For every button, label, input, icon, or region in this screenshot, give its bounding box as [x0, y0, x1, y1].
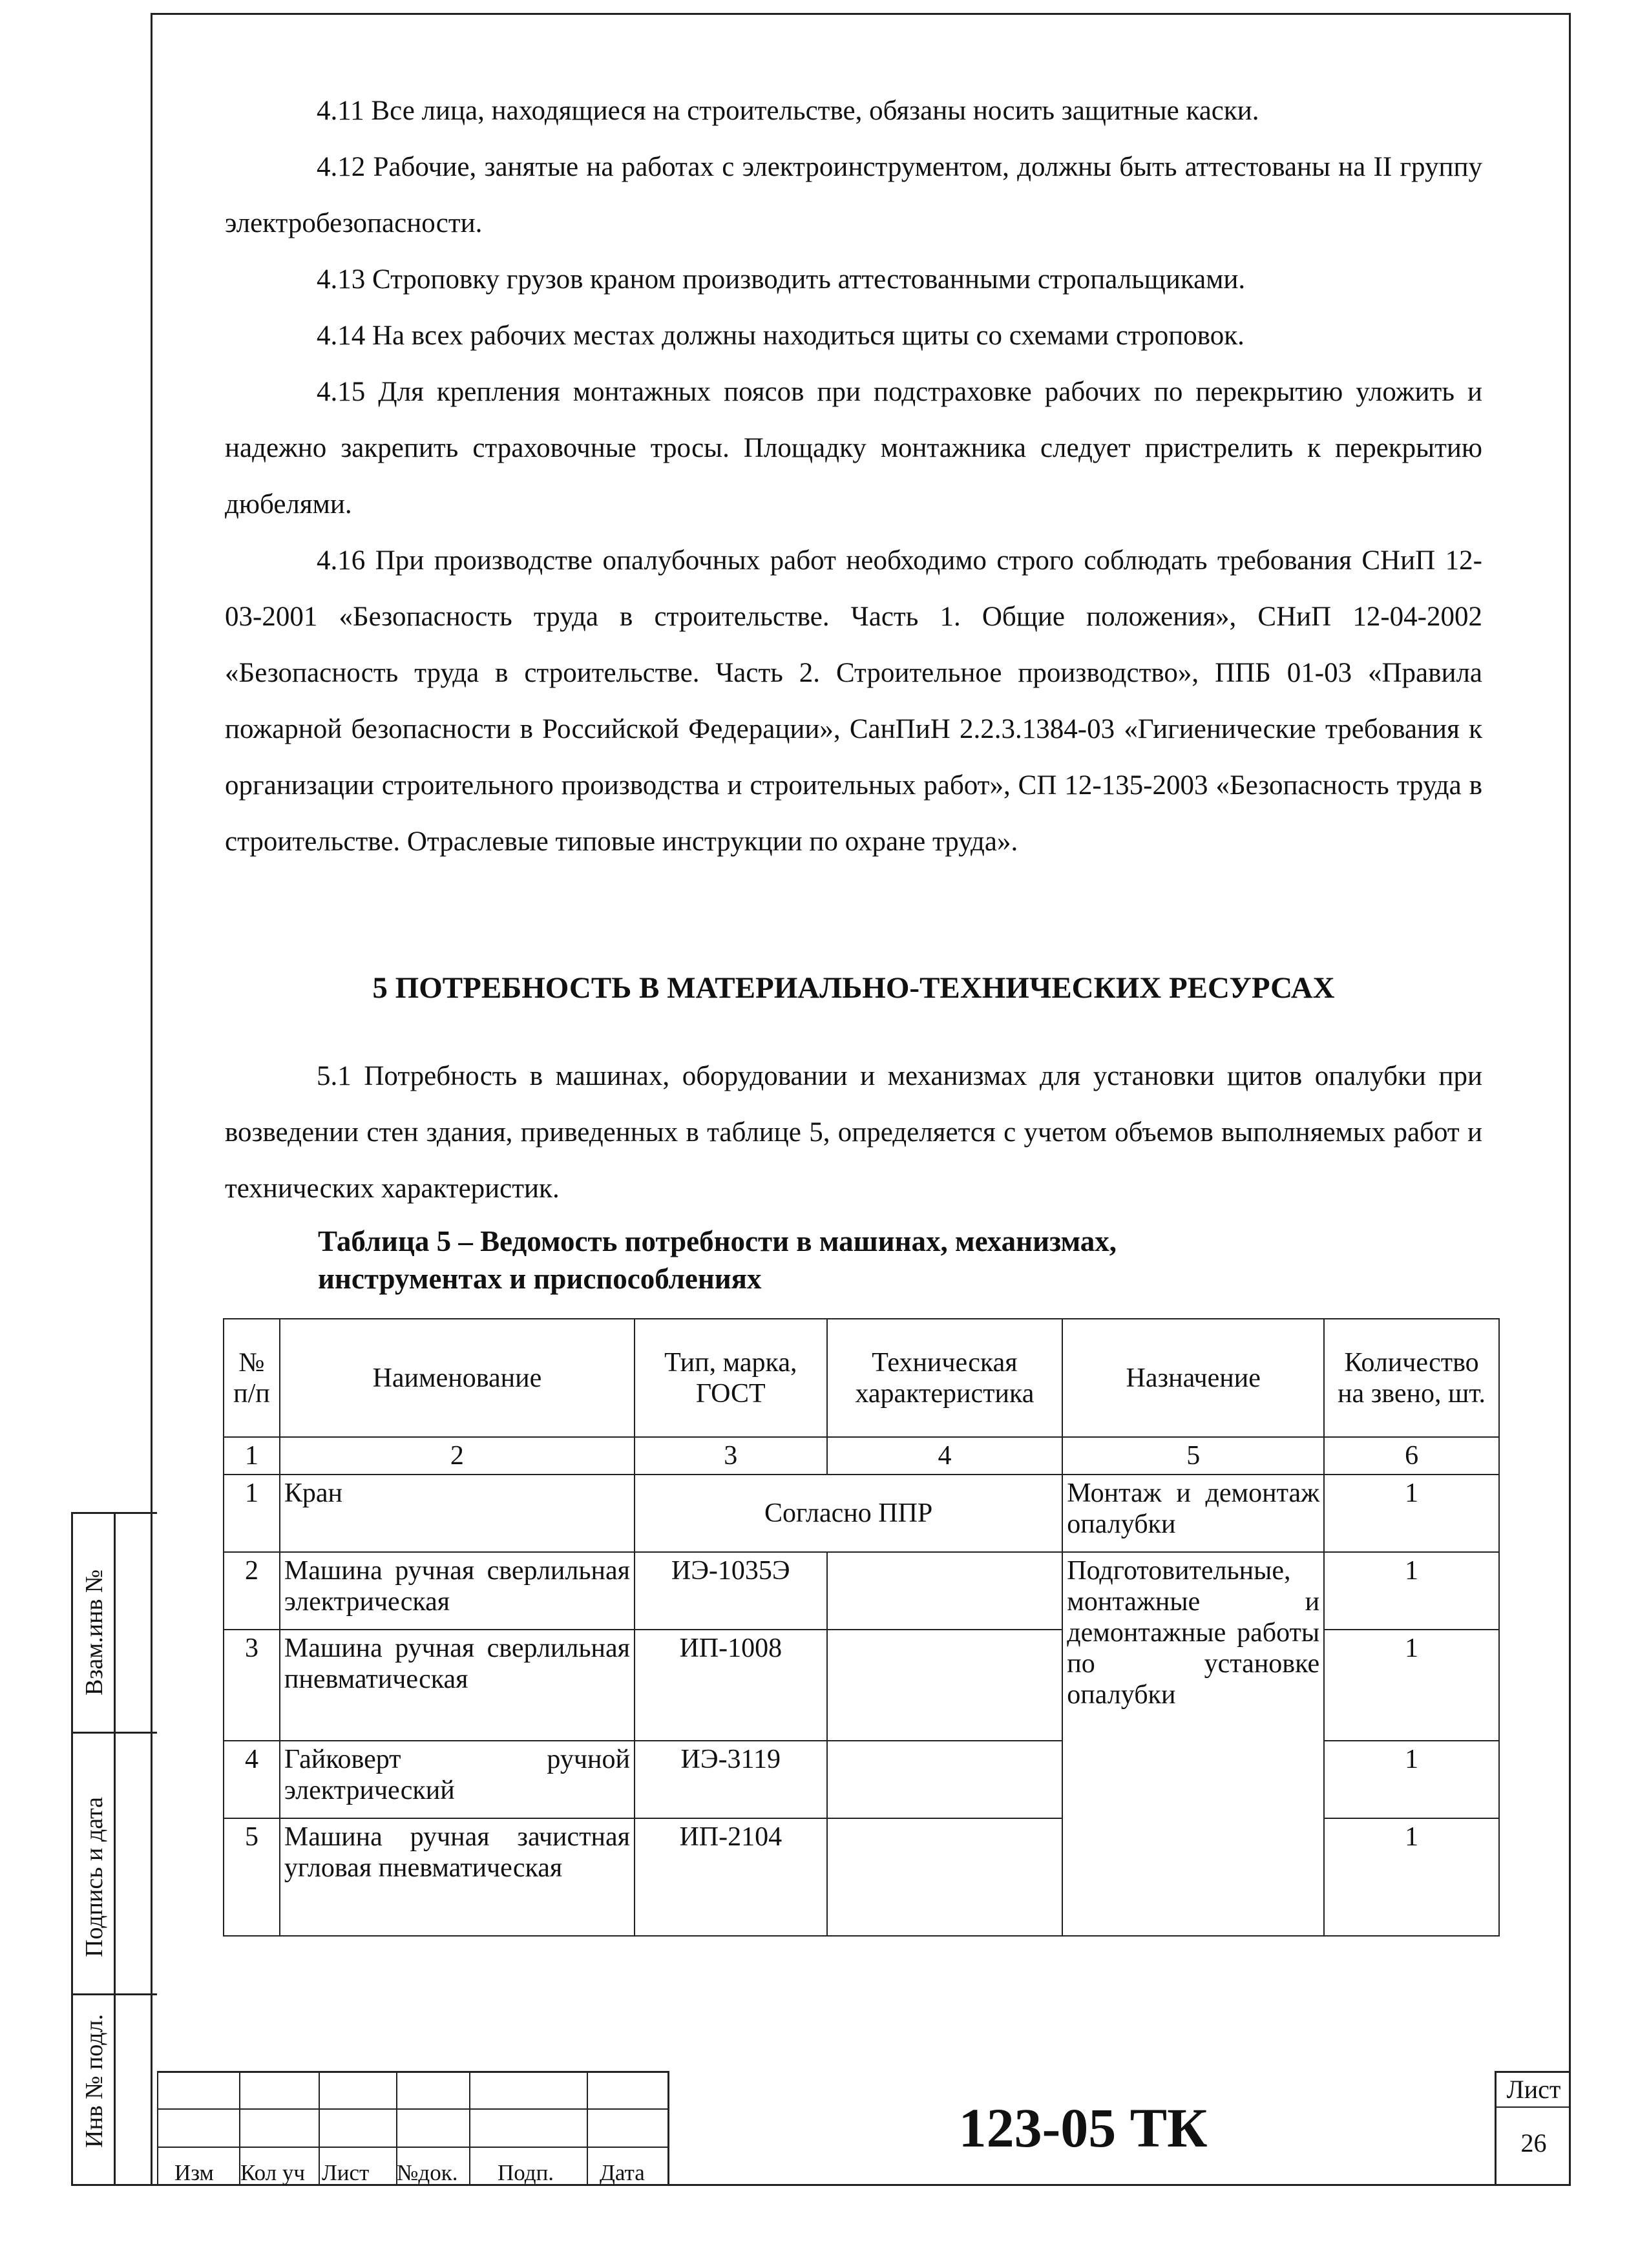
frame-right — [1569, 13, 1571, 2184]
header-name: Наименование — [280, 1319, 635, 1437]
row-qty: 1 — [1324, 1818, 1499, 1936]
side-label-original: Инв № подл. — [81, 2013, 108, 2148]
document-code: 123-05 ТК — [667, 2071, 1497, 2184]
paragraph-4-13: 4.13 Строповку грузов краном производить аттестованными стропальщиками. — [317, 264, 1246, 295]
row-type: ИЭ-3119 — [635, 1741, 827, 1818]
row-type: ИП-1008 — [635, 1630, 827, 1741]
row-name: Гайковерт ручной электрический — [280, 1741, 635, 1818]
paragraph-4-12: 4.12 Рабочие, занятые на работах с электроинструментом, должны быть аттестованы на II группу электробезопасности. — [225, 152, 1482, 238]
header-qty: Количество на звено, шт. — [1324, 1319, 1499, 1437]
table-header-row — [224, 1319, 1499, 1437]
row-name: Машина ручная сверлильная пневматическая — [280, 1630, 635, 1741]
side-label-replacement: Взам.инв № — [81, 1569, 108, 1696]
sheet-label: Лист — [1497, 2073, 1571, 2108]
stamp-col-count: Кол уч — [240, 2160, 305, 2185]
row-type: ИП-2104 — [635, 1818, 827, 1936]
row-qty: 1 — [1324, 1552, 1499, 1630]
requirements-table — [223, 1318, 1500, 1937]
row-purpose: Монтаж и демонтаж опалубки — [1062, 1475, 1324, 1552]
paragraph-4-15: 4.15 Для крепления монтажных поясов при подстраховке рабочих по перекрытию уложить и надежно закрепить страховочные тросы. Площадку монтажника следует пристрелить к перекрытию дюбелями. — [225, 377, 1482, 520]
paragraph-4-11: 4.11 Все лица, находящиеся на строительстве, обязаны носить защитные каски. — [317, 96, 1259, 126]
section-heading: 5 ПОТРЕБНОСТЬ В МАТЕРИАЛЬНО-ТЕХНИЧЕСКИХ РЕСУРСАХ — [372, 971, 1335, 1005]
row-name: Машина ручная сверлильная электрическая — [280, 1552, 635, 1630]
row-num: 4 — [224, 1741, 280, 1818]
table-caption — [318, 1223, 1416, 1297]
row-type: ИЭ-1035Э — [635, 1552, 827, 1630]
stamp-col-date: Дата — [600, 2160, 645, 2185]
table-row — [224, 1552, 1499, 1630]
sheet-number: 26 — [1520, 2128, 1547, 2158]
side-label-signature: Подпись и дата — [81, 1796, 108, 1957]
row-type: Согласно ППР — [635, 1475, 1062, 1552]
paragraph-5-1: 5.1 Потребность в машинах, оборудовании и механизмах для установки щитов опалубки при возведении стен здания, приведенных в таблице 5, определяется с учетом объемов выполняемых работ и технических характеристик. — [225, 1061, 1482, 1204]
table-caption-line2: инструментах и приспособлениях — [318, 1263, 762, 1295]
side-stamp-original — [71, 1993, 157, 2184]
row-name: Кран — [280, 1475, 635, 1552]
side-stamp-signature — [71, 1732, 157, 1993]
stamp-col-doc: №док. — [397, 2160, 458, 2185]
row-spec — [827, 1818, 1063, 1936]
paragraph-4-14: 4.14 На всех рабочих местах должны находиться щиты со схемами строповок. — [317, 320, 1245, 351]
col-number: 4 — [827, 1437, 1063, 1475]
table-row — [224, 1475, 1499, 1552]
row-num: 2 — [224, 1552, 280, 1630]
header-spec: Техническая характеристика — [827, 1319, 1063, 1437]
stamp-col-change: Изм — [174, 2160, 214, 2185]
row-num: 3 — [224, 1630, 280, 1741]
header-type: Тип, марка, ГОСТ — [635, 1319, 827, 1437]
row-purpose: Подготовительные, монтажные и демонтажные работы по установке опалубки — [1062, 1552, 1324, 1936]
col-number: 3 — [635, 1437, 827, 1475]
row-qty: 1 — [1324, 1630, 1499, 1741]
row-spec — [827, 1552, 1063, 1630]
row-num: 1 — [224, 1475, 280, 1552]
paragraph-4-16: 4.16 При производстве опалубочных работ необходимо строго соблюдать требования СНиП 12-03-2001 «Безопасность труда в строительстве. Часть 1. Общие положения», СНиП 12-04-2002 «Безопасность труда в строительстве. Часть 2. Строительное производство», ППБ 01-03 «Правила пожарной безопасности в Российской Федерации», СанПиН 2.2.3.1384-03 «Гигиенические требования к организации строительного производства и строительных работ», СП 12-135-2003 «Безопасность труда в строительстве. Отраслевые типовые инструкции по охране труда». — [225, 545, 1482, 857]
header-purpose: Назначение — [1062, 1319, 1324, 1437]
row-spec — [827, 1630, 1063, 1741]
table-column-numbers-row — [224, 1437, 1499, 1475]
row-spec — [827, 1741, 1063, 1818]
stamp-col-sign: Подп. — [498, 2160, 554, 2185]
col-number: 6 — [1324, 1437, 1499, 1475]
col-number: 5 — [1062, 1437, 1324, 1475]
row-num: 5 — [224, 1818, 280, 1936]
row-qty: 1 — [1324, 1741, 1499, 1818]
side-stamp-replacement — [71, 1512, 157, 1732]
row-name: Машина ручная зачистная угловая пневматическая — [280, 1818, 635, 1936]
frame-top — [151, 13, 1569, 15]
stamp-col-sheet: Лист — [322, 2160, 370, 2185]
table-caption-line1: Таблица 5 – Ведомость потребности в машинах, механизмах, — [318, 1225, 1117, 1257]
col-number: 1 — [224, 1437, 280, 1475]
body-text — [225, 83, 1482, 870]
sheet-box — [1495, 2071, 1571, 2186]
col-number: 2 — [280, 1437, 635, 1475]
row-qty: 1 — [1324, 1475, 1499, 1552]
header-num: № п/п — [224, 1319, 280, 1437]
